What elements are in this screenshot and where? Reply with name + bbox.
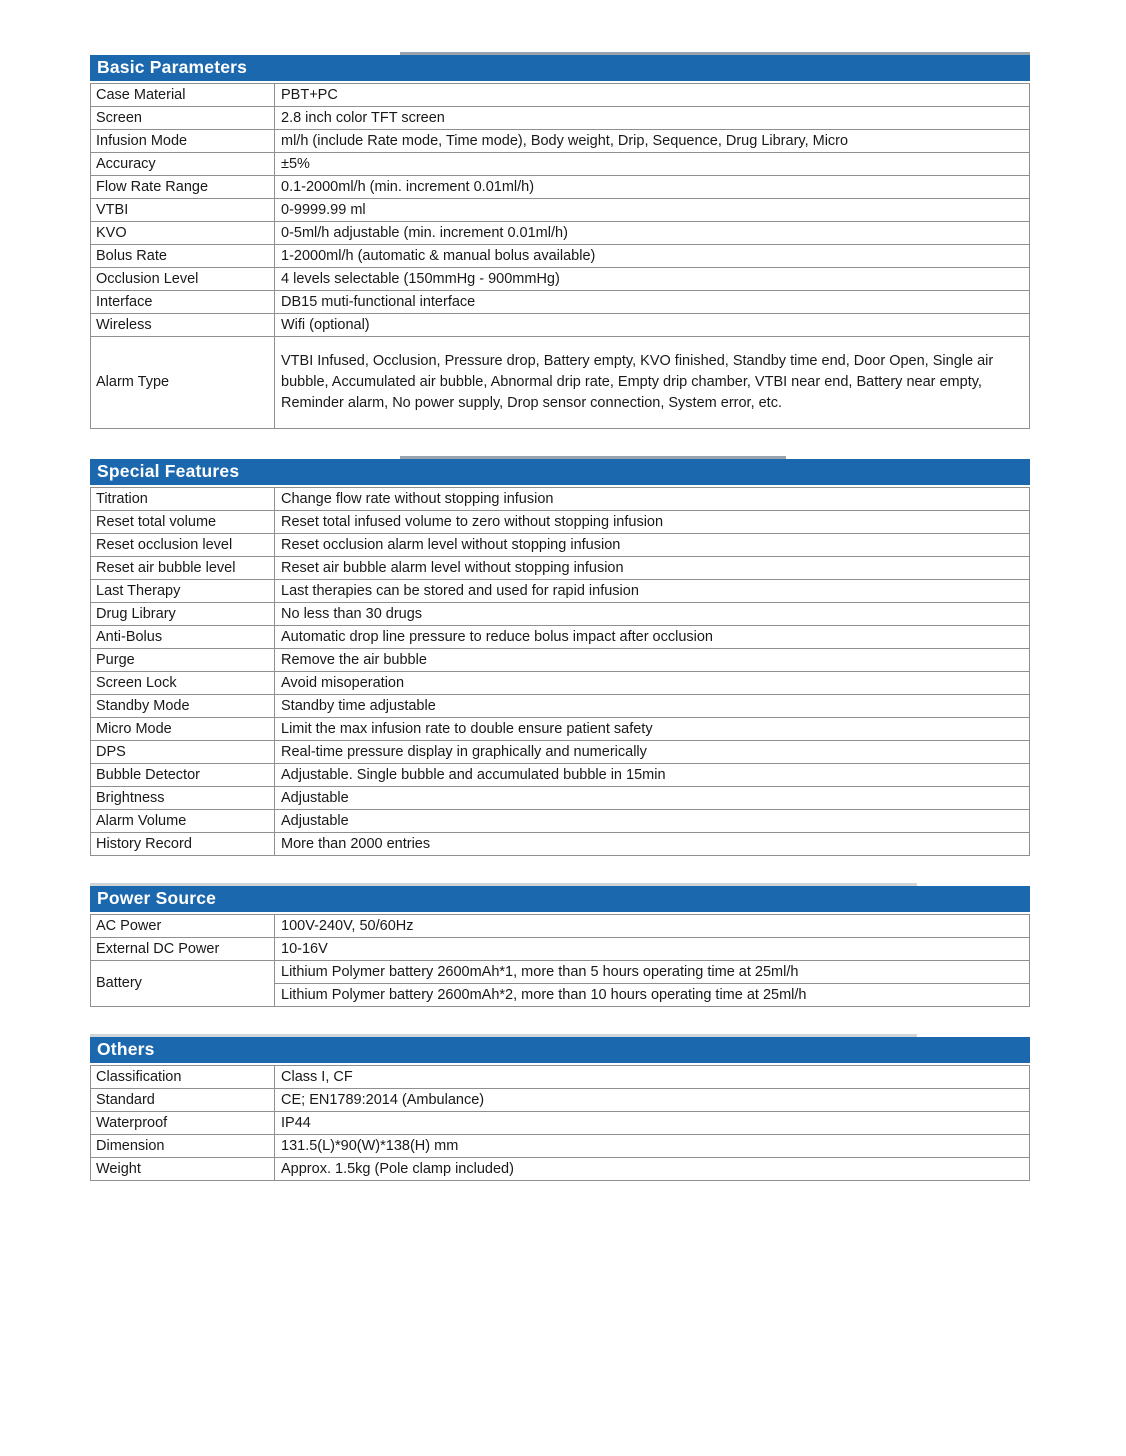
- table-row: [91, 695, 1030, 718]
- row-value: DB15 muti-functional interface: [275, 291, 1030, 314]
- row-value: ml/h (include Rate mode, Time mode), Body weight, Drip, Sequence, Drug Library, Micro: [275, 130, 1030, 153]
- row-value: 2.8 inch color TFT screen: [275, 107, 1030, 130]
- row-value: Real-time pressure display in graphically and numerically: [275, 741, 1030, 764]
- table-row: [91, 199, 1030, 222]
- row-label: Weight: [91, 1158, 275, 1181]
- section-header: [90, 1037, 1030, 1063]
- row-value: Last therapies can be stored and used for rapid infusion: [275, 580, 1030, 603]
- section-title: Basic Parameters: [97, 57, 248, 77]
- section-others: [90, 1037, 1030, 1181]
- row-value: Limit the max infusion rate to double ensure patient safety: [275, 718, 1030, 741]
- row-value: IP44: [275, 1112, 1030, 1135]
- row-label: Drug Library: [91, 603, 275, 626]
- row-value: Reset occlusion alarm level without stopping infusion: [275, 534, 1030, 557]
- table-row: [91, 938, 1030, 961]
- row-label: Micro Mode: [91, 718, 275, 741]
- row-value: 131.5(L)*90(W)*138(H) mm: [275, 1135, 1030, 1158]
- row-value: Reset air bubble alarm level without stopping infusion: [275, 557, 1030, 580]
- row-label: Wireless: [91, 314, 275, 337]
- row-label: Alarm Volume: [91, 810, 275, 833]
- row-label: Anti-Bolus: [91, 626, 275, 649]
- row-value: Adjustable: [275, 810, 1030, 833]
- scan-artifact: [90, 1034, 917, 1037]
- table-row: [91, 1066, 1030, 1089]
- row-value: Remove the air bubble: [275, 649, 1030, 672]
- row-value: Automatic drop line pressure to reduce bolus impact after occlusion: [275, 626, 1030, 649]
- row-label: Titration: [91, 488, 275, 511]
- row-label: Bolus Rate: [91, 245, 275, 268]
- section-header: [90, 886, 1030, 912]
- table-row: [91, 833, 1030, 856]
- table-row: [91, 176, 1030, 199]
- row-value: PBT+PC: [275, 84, 1030, 107]
- basic-parameters-table: [90, 83, 1030, 429]
- section-title: Power Source: [97, 888, 217, 908]
- scan-artifact: [400, 52, 1030, 55]
- table-row: [91, 245, 1030, 268]
- row-value: Change flow rate without stopping infusion: [275, 488, 1030, 511]
- table-row: [91, 268, 1030, 291]
- row-label: Accuracy: [91, 153, 275, 176]
- row-label: Last Therapy: [91, 580, 275, 603]
- row-label: Battery: [91, 961, 275, 1007]
- row-label: AC Power: [91, 915, 275, 938]
- row-label: Waterproof: [91, 1112, 275, 1135]
- table-row: [91, 130, 1030, 153]
- section-special-features: [90, 459, 1030, 856]
- row-label: Alarm Type: [91, 337, 275, 429]
- row-value: VTBI Infused, Occlusion, Pressure drop, Battery empty, KVO finished, Standby time end, Door Open, Single air bubble, Accumulated air bubble, Abnormal drip rate, Empty drip chamber, VTBI near end, Battery near empty, Reminder alarm, No power supply, Drop sensor connection, System error, etc.: [275, 337, 1030, 429]
- row-label: Standard: [91, 1089, 275, 1112]
- table-row: [91, 626, 1030, 649]
- table-row: [91, 557, 1030, 580]
- table-row: [91, 649, 1030, 672]
- row-value: Class I, CF: [275, 1066, 1030, 1089]
- row-label: Interface: [91, 291, 275, 314]
- table-row: [91, 1089, 1030, 1112]
- row-value: Lithium Polymer battery 2600mAh*1, more than 5 hours operating time at 25ml/h: [275, 961, 1030, 984]
- row-value: Wifi (optional): [275, 314, 1030, 337]
- row-label: Reset occlusion level: [91, 534, 275, 557]
- table-row: [91, 718, 1030, 741]
- row-label: Screen: [91, 107, 275, 130]
- section-title: Special Features: [97, 461, 240, 481]
- row-value: CE; EN1789:2014 (Ambulance): [275, 1089, 1030, 1112]
- row-label: Reset air bubble level: [91, 557, 275, 580]
- row-value: 0-9999.99 ml: [275, 199, 1030, 222]
- row-label: Infusion Mode: [91, 130, 275, 153]
- special-features-table: [90, 487, 1030, 856]
- row-value: 1-2000ml/h (automatic & manual bolus available): [275, 245, 1030, 268]
- table-row: [91, 84, 1030, 107]
- table-row: [91, 787, 1030, 810]
- table-row: [91, 511, 1030, 534]
- table-row: [91, 1112, 1030, 1135]
- row-label: VTBI: [91, 199, 275, 222]
- row-label: Flow Rate Range: [91, 176, 275, 199]
- row-label: Brightness: [91, 787, 275, 810]
- table-row: [91, 764, 1030, 787]
- row-value: Adjustable: [275, 787, 1030, 810]
- row-value: Avoid misoperation: [275, 672, 1030, 695]
- table-row: [91, 337, 1030, 429]
- scan-artifact: [90, 883, 917, 886]
- section-header: [90, 459, 1030, 485]
- section-basic-parameters: [90, 55, 1030, 429]
- row-label: Screen Lock: [91, 672, 275, 695]
- section-power-source: [90, 886, 1030, 1007]
- table-row: [91, 1135, 1030, 1158]
- row-value: More than 2000 entries: [275, 833, 1030, 856]
- table-row: [91, 488, 1030, 511]
- table-row: [91, 314, 1030, 337]
- table-row: [91, 107, 1030, 130]
- table-row: [91, 741, 1030, 764]
- others-table: [90, 1065, 1030, 1181]
- row-label: Standby Mode: [91, 695, 275, 718]
- spec-document: [90, 55, 1030, 1181]
- row-value: 4 levels selectable (150mmHg - 900mmHg): [275, 268, 1030, 291]
- row-label: History Record: [91, 833, 275, 856]
- scan-artifact: [400, 456, 785, 459]
- section-header: [90, 55, 1030, 81]
- row-value: Lithium Polymer battery 2600mAh*2, more than 10 hours operating time at 25ml/h: [275, 984, 1030, 1007]
- table-row: [91, 672, 1030, 695]
- row-label: Reset total volume: [91, 511, 275, 534]
- row-label: Classification: [91, 1066, 275, 1089]
- table-row: [91, 961, 1030, 984]
- row-value: Standby time adjustable: [275, 695, 1030, 718]
- row-value: ±5%: [275, 153, 1030, 176]
- table-row: [91, 534, 1030, 557]
- section-title: Others: [97, 1039, 155, 1059]
- row-label: KVO: [91, 222, 275, 245]
- table-row: [91, 1158, 1030, 1181]
- row-value: 0.1-2000ml/h (min. increment 0.01ml/h): [275, 176, 1030, 199]
- row-value: No less than 30 drugs: [275, 603, 1030, 626]
- table-row: [91, 580, 1030, 603]
- row-label: Dimension: [91, 1135, 275, 1158]
- row-value: Adjustable. Single bubble and accumulated bubble in 15min: [275, 764, 1030, 787]
- row-value: 0-5ml/h adjustable (min. increment 0.01ml/h): [275, 222, 1030, 245]
- row-label: Bubble Detector: [91, 764, 275, 787]
- table-row: [91, 810, 1030, 833]
- table-row: [91, 153, 1030, 176]
- row-value: 10-16V: [275, 938, 1030, 961]
- row-value: Approx. 1.5kg (Pole clamp included): [275, 1158, 1030, 1181]
- row-value: 100V-240V, 50/60Hz: [275, 915, 1030, 938]
- table-row: [91, 603, 1030, 626]
- row-label: Case Material: [91, 84, 275, 107]
- row-label: DPS: [91, 741, 275, 764]
- table-row: [91, 291, 1030, 314]
- row-value: Reset total infused volume to zero without stopping infusion: [275, 511, 1030, 534]
- power-source-table: [90, 914, 1030, 1007]
- row-label: Occlusion Level: [91, 268, 275, 291]
- table-row: [91, 222, 1030, 245]
- row-label: External DC Power: [91, 938, 275, 961]
- row-label: Purge: [91, 649, 275, 672]
- table-row: [91, 915, 1030, 938]
